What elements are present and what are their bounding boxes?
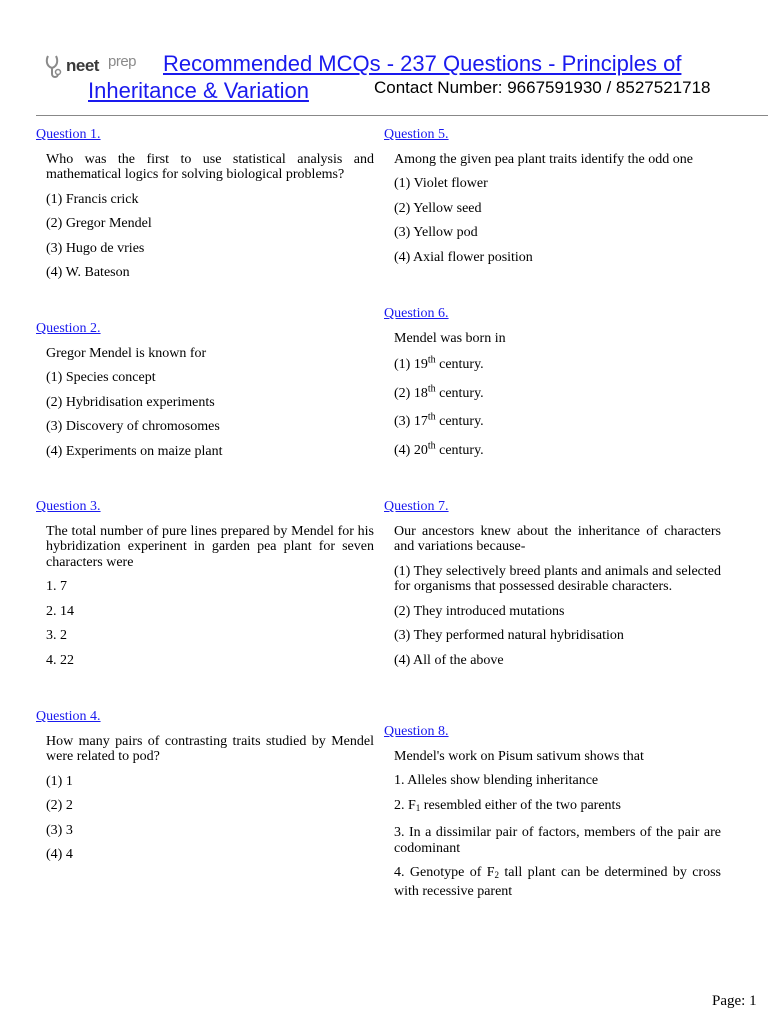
question-6-option-4: (4) 20th century. — [394, 439, 484, 458]
question-8-text: Mendel's work on Pisum sativum shows that — [394, 748, 644, 764]
question-4-option-2: (2) 2 — [46, 798, 73, 813]
question-4-link[interactable]: Question 4. — [36, 709, 101, 724]
question-7-text: Our ancestors knew about the inheritance of characters and variations because- — [394, 523, 721, 554]
question-3-option-4: 4. 22 — [46, 652, 74, 668]
question-7-option-3: (3) They performed natural hybridisation — [394, 628, 624, 643]
question-7-option-2: (2) They introduced mutations — [394, 603, 565, 619]
page-title-link[interactable]: Recommended MCQs - 237 Questions - Principles of Inheritance & Variation — [88, 51, 682, 103]
question-6-text: Mendel was born in — [394, 330, 506, 346]
question-3 — [36, 499, 374, 668]
question-1-option-3: (3) Hugo de vries — [46, 240, 145, 256]
question-3-option-2: 2. 14 — [46, 603, 74, 619]
question-1-text: Who was the first to use statistical analysis and mathematical logics for solving biological problems? — [46, 151, 374, 182]
question-2-option-4: (4) Experiments on maize plant — [46, 443, 223, 459]
question-5-option-1: (1) Violet flower — [394, 176, 488, 191]
question-4-option-4: (4) 4 — [46, 847, 73, 862]
question-5-option-2: (2) Yellow seed — [394, 200, 482, 216]
question-1-option-2: (2) Gregor Mendel — [46, 216, 152, 231]
question-6-option-3: (3) 17th century. — [394, 411, 484, 429]
question-2-text: Gregor Mendel is known for — [46, 345, 207, 361]
logo-text-prep: prep — [108, 53, 137, 70]
question-5-text: Among the given pea plant traits identify the odd one — [394, 151, 693, 167]
question-3-option-3: 3. 2 — [46, 628, 67, 643]
question-2-option-1: (1) Species concept — [46, 370, 156, 385]
question-2-option-3: (3) Discovery of chromosomes — [46, 419, 220, 434]
question-3-option-1: 1. 7 — [46, 579, 67, 594]
question-1-option-4: (4) W. Bateson — [46, 265, 130, 280]
question-6 — [384, 306, 721, 458]
question-4-text: How many pairs of contrasting traits studied by Mendel were related to pod? — [46, 733, 374, 764]
logo-text-neet: neet — [66, 56, 99, 75]
question-1-option-1: (1) Francis crick — [46, 191, 139, 207]
question-5-link[interactable]: Question 5. — [384, 127, 449, 142]
question-8-option-4: 4. Genotype of $F_2$ tall plant can be determined by cross with recessive parent — [394, 865, 721, 899]
question-6-link[interactable]: Question 6. — [384, 306, 449, 321]
question-4-option-3: (3) 3 — [46, 822, 73, 838]
question-5-option-3: (3) Yellow pod — [394, 225, 478, 240]
question-8-link[interactable]: Question 8. — [384, 724, 449, 739]
question-4-option-1: (1) 1 — [46, 773, 73, 789]
question-6-option-2: (2) 18th century. — [394, 382, 484, 401]
question-7-option-1: (1) They selectively breed plants and animals and selected for organisms that possessed desirable characters. — [394, 563, 721, 594]
question-5 — [384, 127, 721, 265]
question-7-link[interactable]: Question 7. — [384, 499, 449, 514]
question-6-option-1: (1) 19th century. — [394, 354, 484, 372]
contact-number: Contact Number: 9667591930 / 8527521718 — [374, 78, 711, 97]
page-number: Page: 1 — [712, 993, 757, 1009]
header-divider — [36, 115, 768, 116]
question-1-link[interactable]: Question 1. — [36, 127, 101, 142]
question-8-option-1: 1. Alleles show blending inheritance — [394, 773, 599, 788]
question-3-text: The total number of pure lines prepared by Mendel for his hybridization experinent in garden pea plant for seven characters were — [46, 523, 374, 570]
question-4 — [36, 709, 374, 863]
question-8-option-2: 2. $F_1$ resembled either of the two parents — [394, 797, 621, 813]
question-8-option-3: 3. In a dissimilar pair of factors, members of the pair are codominant — [394, 825, 721, 856]
question-2 — [36, 321, 374, 459]
question-1 — [36, 127, 374, 281]
question-3-link[interactable]: Question 3. — [36, 499, 101, 514]
question-5-option-4: (4) Axial flower position — [394, 249, 533, 265]
question-7 — [384, 499, 721, 668]
question-2-option-2: (2) Hybridisation experiments — [46, 394, 215, 410]
question-7-option-4: (4) All of the above — [394, 652, 504, 668]
question-8 — [384, 724, 721, 899]
question-2-link[interactable]: Question 2. — [36, 321, 101, 336]
stethoscope-icon — [44, 54, 66, 80]
